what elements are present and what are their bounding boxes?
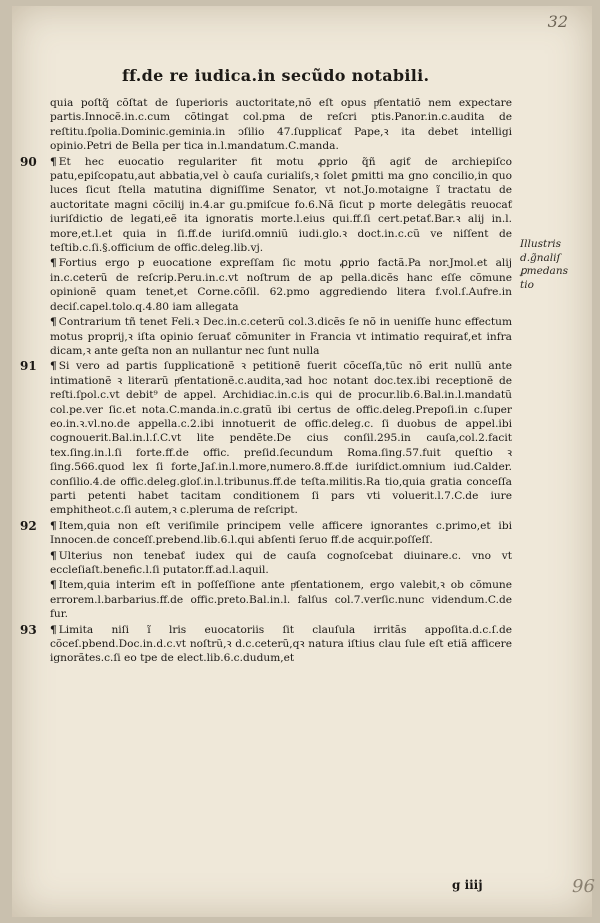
pilcrow-icon: ¶ [50, 257, 57, 270]
paragraph-number: 91 [20, 359, 37, 374]
pilcrow-icon: ¶ [50, 623, 57, 636]
paragraph-text: Fortius ergo p euocatione expreſſam ſic motu ꝓprio factã.Pa nor.Jmol.et alij in.c.ceterũ de reſcrip.Peru.in.c.vt noſtrum de ap pella.dicẽs hanc eſſe cõmune opinionẽ quam tenet,et Corne.cõſil. 62.pmo aggrediendo litera f.vol.ſ.Aufre.in deciſ.capel.tolo.q.4.80 iam allegata [50, 257, 512, 313]
paragraph-text: Item,quia interim eſt in poſſeſſione ante pͤſentationem, ergo valebit,ꝛ ob cõmune errorem.l.barbarius.ff.de offic.preto.Bal.in.l. falſus col.7.verſic.nunc videndum.C.de fur. [50, 579, 512, 621]
pencil-mark: 96 [572, 876, 595, 897]
paragraph-text: Limita niſi ĩ lris euocatoriis ſit clauſula irritãs appoſita.d.c.ſ.de cõceſ.pbend.Doc.in.d.c.vt noſtrũ,ꝛ d.c.ceterũ,qꝛ natura iſtius clau ſule eſt etiã afficere ignorãtes.c.ſi eo tpe de elect.lib.6.c.dudum,et [50, 623, 512, 665]
paragraph [50, 578, 512, 621]
paragraph-number: 93 [20, 622, 37, 637]
paragraph-number: 90 [20, 154, 37, 169]
paragraph [50, 315, 512, 358]
catchword: g iiij [452, 878, 483, 892]
paragraph-text: Item,quia non eſt veriſimile principem velle afficere ignorantes c.primo,et ibi Innocen.de conceſſ.prebend.lib.6.l.qui abſenti ſeruo ff.de acquir.poſſeſſ. [50, 519, 512, 547]
folio-number: 32 [547, 12, 568, 31]
paragraph [20, 518, 512, 548]
manuscript-page [12, 6, 595, 917]
main-text-block [20, 96, 512, 667]
pilcrow-icon: ¶ [50, 519, 57, 532]
paragraph [50, 256, 512, 314]
paragraph [20, 154, 512, 256]
paragraph [50, 549, 512, 578]
paragraph [50, 96, 512, 154]
pilcrow-icon: ¶ [50, 549, 57, 562]
pilcrow-icon: ¶ [50, 155, 57, 168]
paragraph-text: Contrarium tñ tenet Feli.ꝛ Dec.in.c.ceterũ col.3.dicẽs ſe nõ in ueniſſe hunc effectum motus proprij,ꝛ iſta opinio ſeruaƭ cõmuniter in Francia vt intimatio requiraƭ,et infra dicam,ꝛ ante geſta non an nullantur nec ſunt nulla [50, 316, 512, 357]
paragraph-text: Et hec euocatio regulariter fit motu ꝓprio q̃ñ agiƭ de archiepiſco patu,epiſcopatu,aut abbatia,vel ò cauſa curialiſs,ꝛ ſolet ꝑmitti ma gno concilio,in quo luces ſicut ſtella matutina digniſſime Senator, vt not.Jo.motaigne ĩ tractatu de auctoritate magni cõcilij in.4.ar gu.pmiſcue fo.6.Nã ſicut p morte delegãtis reuocaƭ iuriſdictio de legati,eẽ ita ignoratis morte.l.eius qui.ff.ſi cert.petaƭ.Bar.ꝛ alij in.l. more,et.l.et quia in ſi.ff.de iuriſd.omniũ iudi.glo.ꝛ doct.in.c.cũ ve niſſent de teſtib.c.ſi.§.officium de offic.deleg.lib.vj. [50, 155, 512, 255]
pilcrow-icon: ¶ [50, 316, 57, 329]
paragraph-text: Ulterius non tenebaƭ iudex qui de cauſa cognoſcebat diuinare.c. vno vt eccleſiaſt.benefic.l.ſi putator.ff.ad.l.aquil. [50, 549, 512, 576]
paragraph-text: Si vero ad partis ſupplicationẽ ꝛ petitionẽ fuerit cõceſſa,tũc nõ erit nullũ ante intimationẽ ꝛ literarũ pͤſentationẽ.c.audita,ꝛad hoc notant doc.tex.ibi receptionẽ de reſti.ſpol.c.vt debit⁹ de appel. Archidiac.in.c.is qui de procur.lib.6.Bal.in.l.mandatũ col.pe.ver ſic.et nota.C.manda.in.c.gratũ ibi certus de offic.deleg.Prepoſi.in c.ſuper eo.in.ꝛ.vl.no.de appella.c.2.ibi innotuerit de offic.deleg.c. ſi duobus de appel.ibi cognouerit.Bal.in.l.ſ.C.vt lite pendẽte.De cius conſil.295.in cauſa,col.2.facit tex.ſing.in.l.ſi forte.ff.de offic. preſid.ſecundum Roma.ſing.57.fuit queſtio ꝛ ſing.566.quod lex ſi forte,Jaſ.in.l.more,numero.8.ff.de iuriſdict.omnium iud.Calder. conſilio.4.de offic.deleg.gloſ.in.l.tribunus.ff.de teſta.militis.Ra tio,quia gratia conceſſa parti petenti habet tacitam conditionem ſi pars vti voluerit.l.7.C.de iure emphitheot.c.ſi autem,ꝛ c.pleruma de reſcript. [50, 360, 512, 517]
pilcrow-icon: ¶ [50, 579, 57, 592]
paragraph-text: quia poſtq̃ cõſtat de ſuperioris auctoritate,nõ eſt opus pͤſentatiõ nem expectare partis.Innocẽ.in.c.cum cõtingat col.pma de reſcri ptis.Panor.in.c.audita de reſtitu.ſpolia.Dominic.geminia.in ↄſilio 47.ſupplicaƭ Pape,ꝛ ita debet intelligi opinio.Petri de Bella per tica in.l.mandatum.C.manda. [50, 97, 512, 153]
running-head: ff.de re iudica.in secũdo notabili. [122, 66, 430, 85]
paragraph-number: 92 [20, 518, 37, 533]
paragraph [20, 622, 512, 666]
marginal-note: Illustris d.g̃naliſ ꝑmedans tio [520, 238, 568, 291]
paragraph [20, 359, 512, 517]
pilcrow-icon: ¶ [50, 360, 57, 373]
